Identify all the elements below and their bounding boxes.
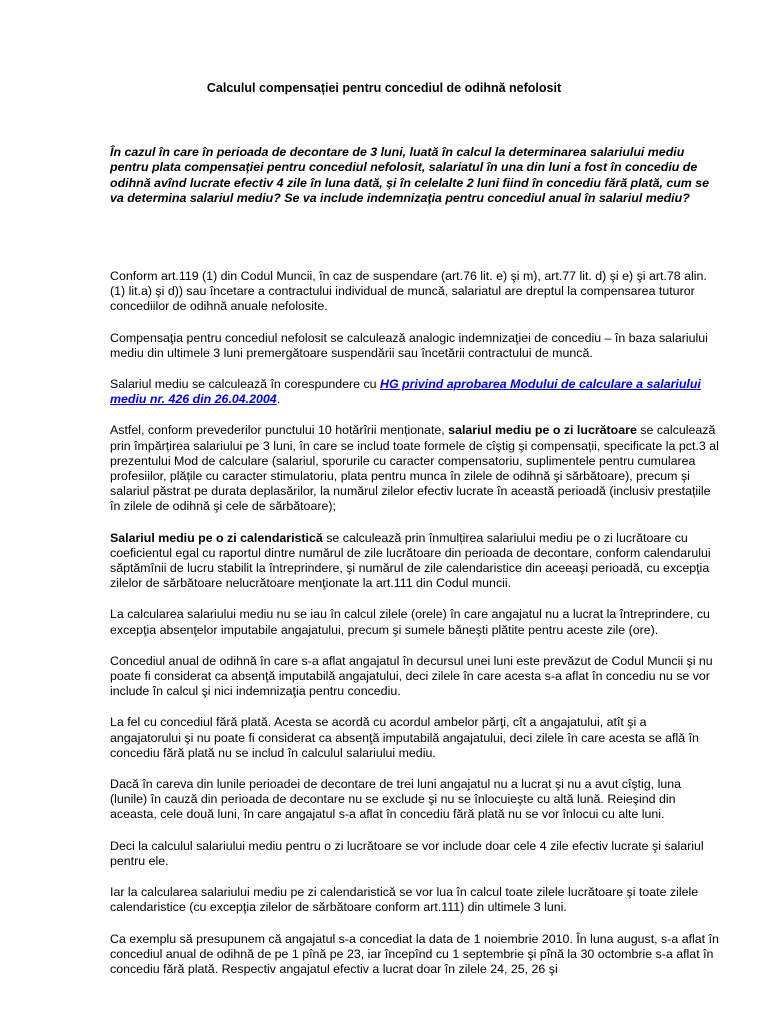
paragraph-1: Conform art.119 (1) din Codul Muncii, în caz de suspendare (art.76 lit. e) şi m), art.77 lit. d) şi e) şi art.78 alin.(1) lit.a) şi d)) sau încetare a contractului individual de muncă, salariatul are dreptul la compensarea tuturor concediilor de odihnă anuale nefolosite. bbox=[110, 269, 707, 314]
paragraph-5-text: se calculează prin înmulțirea salariului mediu pe o zi lucrătoare cu coeficientul egal cu raportul dintre numărul de zile lucrătoare din perioada de decontare, conform calendarului săptămînii de lucru stabilit la întreprindere, şi numărul de zile calendaristice din aceeaşi perioadă, cu excepţia zilelor de sărbătoare nelucrătoare menţionate la art.111 din Codul muncii. bbox=[110, 530, 711, 591]
paragraph-4-text-start: Astfel, conform prevederilor punctului 10 hotărîrii menționate, bbox=[110, 423, 449, 438]
question-text: În cazul în care în perioada de decontare de 3 luni, luată în calcul la determinarea salariului mediu pentru plata compensației pentru concediul nefolosit, salariatul în una din luni a fost în concediu de odihnă avînd lucrate efectiv 4 zile în luna dată, şi în celelalte 2 luni fiind în concediu fără plată, cum se va determina salariul mediu? Se va include indemnizaţia pentru concediul anual în salariul mediu? bbox=[110, 145, 710, 206]
document-title: Calculul compensației pentru concediul de odihnă nefolosit bbox=[206, 81, 562, 95]
paragraph-5 bbox=[110, 531, 720, 592]
paragraph-9: Dacă în careva din lunile perioadei de decontare de trei luni angajatul nu a lucrat şi nu a avut cîştig, luna (lunile) în cauză din perioada de decontare nu se exclude şi nu se înlocuieşte cu altă lună. Reieşind din aceasta, cele două luni, în care angajatul s-a aflat în concediu fără plată nu se vor înlocui cu alte luni. bbox=[110, 777, 682, 822]
paragraph-2: Compensaţia pentru concediul nefolosit se calculează analogic indemnizaţiei de concediu – în baza salariului mediu din ultimele 3 luni premergătoare suspendării sau încetării contractului de muncă. bbox=[110, 330, 708, 360]
hg-426-link[interactable]: HG privind aprobarea Modului de calculare a salariului mediu nr. 426 din 26.04.2004 bbox=[110, 377, 701, 407]
paragraph-4 bbox=[110, 423, 720, 514]
paragraph-6: La calcularea salariului mediu nu se iau în calcul zilele (orele) în care angajatul nu a lucrat la întreprindere, cu excepţia absenţelor imputabile angajatului, precum şi sumele băneşti plătite pentru aceste zile (ore). bbox=[110, 607, 710, 637]
paragraph-8: La fel cu concediul fără plată. Acesta se acordă cu acordul ambelor părţi, cît a angajatului, atît şi a angajatorului şi nu poate fi considerat ca absenţă imputabilă angajatului, deci zilele în care acesta se află în concediu fără plată nu se includ în calculul salariului mediu. bbox=[110, 715, 699, 760]
paragraph-7: Concediul anual de odihnă în care s-a aflat angajatul în decursul unei luni este prevăzut de Codul Muncii şi nu poate fi considerat ca absenţă imputabilă angajatului, deci zilele în care acesta s-a aflat în concediu nu se vor include în calcul şi nici indemnizaţia pentru concediu. bbox=[110, 653, 713, 699]
paragraph-3 bbox=[110, 377, 720, 407]
paragraph-11: Iar la calcularea salariului mediu pe zi calendaristică se vor lua în calcul toate zilele lucrătoare şi toate zilele calendaristice (cu excepţia zilelor de sărbătoare conform art.111) din ultimele 3 luni. bbox=[110, 885, 699, 915]
paragraph-10: Deci la calculul salariului mediu pentru o zi lucrătoare se vor include doar cele 4 zile efectiv lucrate şi salariul pentru ele. bbox=[110, 838, 704, 868]
paragraph-5-bold-term: Salariul mediu pe o zi calendaristică bbox=[110, 530, 323, 545]
paragraph-12: Ca exemplu să presupunem că angajatul s-a concediat la data de 1 noiembrie 2010. În luna august, s-a aflat în concediul anual de odihnă de pe 1 pînă pe 23, iar începînd cu 1 septembrie şi pînă la 30 octombrie s-a aflat în concediu fără plată. Respectiv angajatul efectiv a lucrat doar în zilele 24, 25, 26 şi bbox=[110, 931, 719, 976]
paragraph-3-end: . bbox=[276, 392, 281, 407]
paragraph-4-text-end: se calculează prin împărțirea salariului pe 3 luni, în care se includ toate formele de cîştig şi compensații, specificate la pct.3 al prezentului Mod de calculare (salariul, sporurile cu caracter compensatoriu, suplimentele pentru cumularea profesiilor, plățile cu caracter stimulatoriu, plata pentru munca în zilele de odihnă şi sărbătoare), precum şi salariul păstrat pe durata deplasărilor, la numărul zilelor efectiv lucrate în această perioadă (inclusiv prestațiile în zilele de odihnă şi cele de sărbătoare); bbox=[110, 423, 719, 514]
document-body bbox=[110, 269, 720, 993]
paragraph-3-text: Salariul mediu se calculează în corespundere cu bbox=[110, 377, 380, 392]
paragraph-4-bold-term: salariul mediu pe o zi lucrătoare bbox=[448, 423, 637, 438]
